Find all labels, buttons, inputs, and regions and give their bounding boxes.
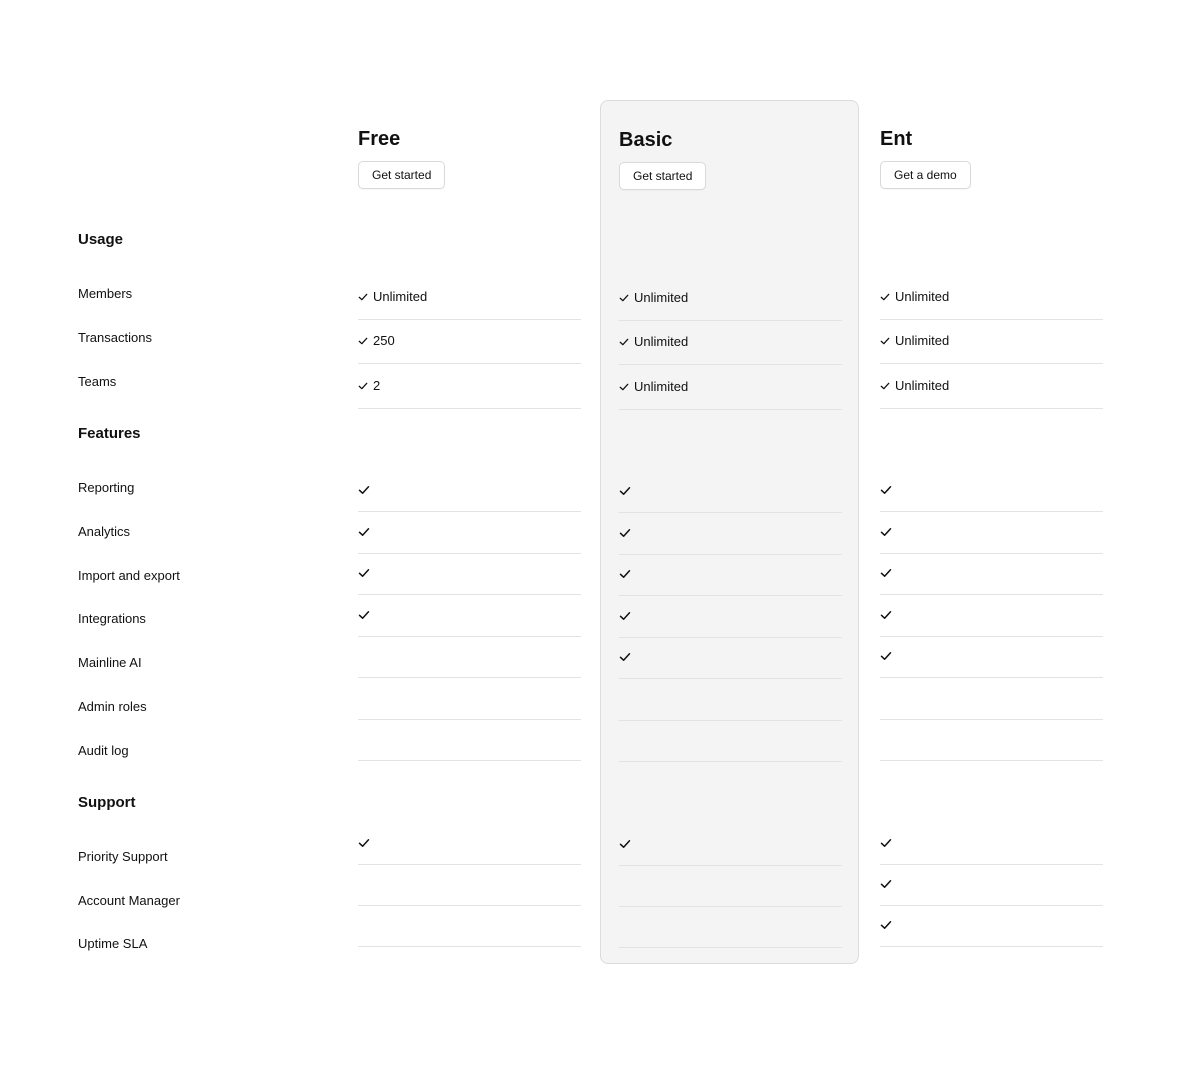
row-label: Account Manager <box>78 893 180 908</box>
cell-content <box>880 526 892 538</box>
plan-name: Free <box>358 128 401 150</box>
cell-content <box>619 485 631 497</box>
plan-cell <box>880 596 1103 637</box>
cell-content <box>358 837 370 849</box>
plan-cell <box>880 824 1103 865</box>
row-label: Transactions <box>78 330 152 345</box>
plan-cell <box>880 554 1103 595</box>
cell-value: Unlimited <box>895 289 950 304</box>
check-icon <box>619 485 631 497</box>
plan-cell <box>358 596 581 637</box>
plan-name: Ent <box>880 128 913 150</box>
row-label: Priority Support <box>78 849 168 864</box>
section-title-features: Features <box>78 425 141 442</box>
check-icon <box>619 527 631 539</box>
cell-content <box>619 838 631 850</box>
row-label: Uptime SLA <box>78 936 148 951</box>
row-label: Admin roles <box>78 699 147 714</box>
plan-cell <box>358 637 581 678</box>
plan-header-free <box>358 127 432 182</box>
plan-cell <box>880 319 1103 364</box>
row-label: Mainline AI <box>78 655 142 670</box>
plan-cell <box>880 637 1103 678</box>
cell-value: Unlimited <box>634 379 689 394</box>
cell-content <box>619 290 688 305</box>
cell-value: Unlimited <box>634 290 689 305</box>
check-icon <box>880 381 892 391</box>
cell-content <box>358 567 370 579</box>
row-label: Reporting <box>78 480 135 495</box>
check-icon <box>880 837 892 849</box>
cell-content <box>880 484 892 496</box>
check-icon <box>880 336 892 346</box>
row-label: Audit log <box>78 743 129 758</box>
plan-cell <box>619 866 842 907</box>
cell-content <box>358 609 370 621</box>
plan-cell <box>358 554 581 595</box>
cell-content <box>880 609 892 621</box>
cell-value: Unlimited <box>634 334 689 349</box>
cell-content <box>358 333 395 348</box>
plan-cell <box>880 364 1103 409</box>
check-icon <box>619 337 631 347</box>
check-icon <box>619 568 631 580</box>
plan-cell <box>619 907 842 948</box>
plan-header-ent <box>880 127 957 182</box>
plan-cell <box>880 513 1103 554</box>
cell-content <box>880 333 949 348</box>
cell-content <box>619 610 631 622</box>
plan-cell <box>358 720 581 761</box>
check-icon <box>358 567 370 579</box>
cell-content <box>619 334 688 349</box>
plan-cell <box>619 320 842 365</box>
cell-value: Unlimited <box>373 289 428 304</box>
plan-cell <box>619 638 842 679</box>
check-icon <box>880 650 892 662</box>
check-icon <box>619 382 631 392</box>
row-label: Analytics <box>78 524 131 539</box>
cell-value: Unlimited <box>895 333 950 348</box>
plan-cell <box>880 720 1103 761</box>
plan-cell <box>619 514 842 555</box>
plan-cell <box>358 364 581 409</box>
check-icon <box>358 336 370 346</box>
check-icon <box>880 292 892 302</box>
plan-cell <box>358 824 581 865</box>
plan-cell <box>358 865 581 906</box>
plan-cell <box>619 365 842 410</box>
plan-cell <box>619 472 842 513</box>
check-icon <box>358 381 370 391</box>
check-icon <box>358 609 370 621</box>
check-icon <box>619 651 631 663</box>
cell-content <box>619 651 631 663</box>
check-icon <box>880 526 892 538</box>
cell-content <box>619 379 688 394</box>
plan-cell <box>880 865 1103 906</box>
row-label: Members <box>78 286 133 301</box>
cell-content <box>619 527 631 539</box>
check-icon <box>880 484 892 496</box>
check-icon <box>880 567 892 579</box>
check-icon <box>358 837 370 849</box>
cell-content <box>358 289 427 304</box>
plan-cell <box>880 471 1103 512</box>
cell-content <box>358 378 380 393</box>
check-icon <box>619 838 631 850</box>
plan-cell <box>358 513 581 554</box>
check-icon <box>619 610 631 622</box>
plan-cell <box>619 597 842 638</box>
check-icon <box>358 292 370 302</box>
get-started-free-button[interactable]: Get started <box>358 161 445 189</box>
plan-cell <box>619 721 842 762</box>
get-started-basic-button[interactable]: Get started <box>619 162 706 190</box>
section-title-support: Support <box>78 794 136 811</box>
plan-cell <box>358 906 581 947</box>
plan-cell <box>619 276 842 321</box>
row-label: Integrations <box>78 611 146 626</box>
check-icon <box>880 609 892 621</box>
cell-content <box>880 289 949 304</box>
plan-cell <box>358 679 581 720</box>
plan-header-basic <box>619 128 693 183</box>
plan-cell <box>358 319 581 364</box>
cell-content <box>358 484 370 496</box>
plan-cell <box>619 555 842 596</box>
check-icon <box>880 878 892 890</box>
plan-cell <box>880 275 1103 320</box>
cell-content <box>880 919 892 931</box>
cell-content <box>619 568 631 580</box>
row-label: Teams <box>78 374 117 389</box>
plan-cell <box>358 471 581 512</box>
cell-content <box>880 378 949 393</box>
plan-cell <box>880 679 1103 720</box>
cell-content <box>880 878 892 890</box>
row-label: Import and export <box>78 568 180 583</box>
plan-cell <box>880 906 1103 947</box>
check-icon <box>619 293 631 303</box>
get-a-demo-button[interactable]: Get a demo <box>880 161 971 189</box>
plan-cell <box>358 275 581 320</box>
section-title-usage: Usage <box>78 231 124 248</box>
check-icon <box>358 484 370 496</box>
cell-content <box>358 526 370 538</box>
plan-cell <box>619 825 842 866</box>
cell-value: 250 <box>373 333 395 348</box>
check-icon <box>358 526 370 538</box>
cell-content <box>880 837 892 849</box>
cell-value: Unlimited <box>895 378 950 393</box>
cell-content <box>880 567 892 579</box>
check-icon <box>880 919 892 931</box>
plan-name: Basic <box>619 129 673 151</box>
plan-cell <box>619 680 842 721</box>
cell-content <box>880 650 892 662</box>
cell-value: 2 <box>373 378 381 393</box>
